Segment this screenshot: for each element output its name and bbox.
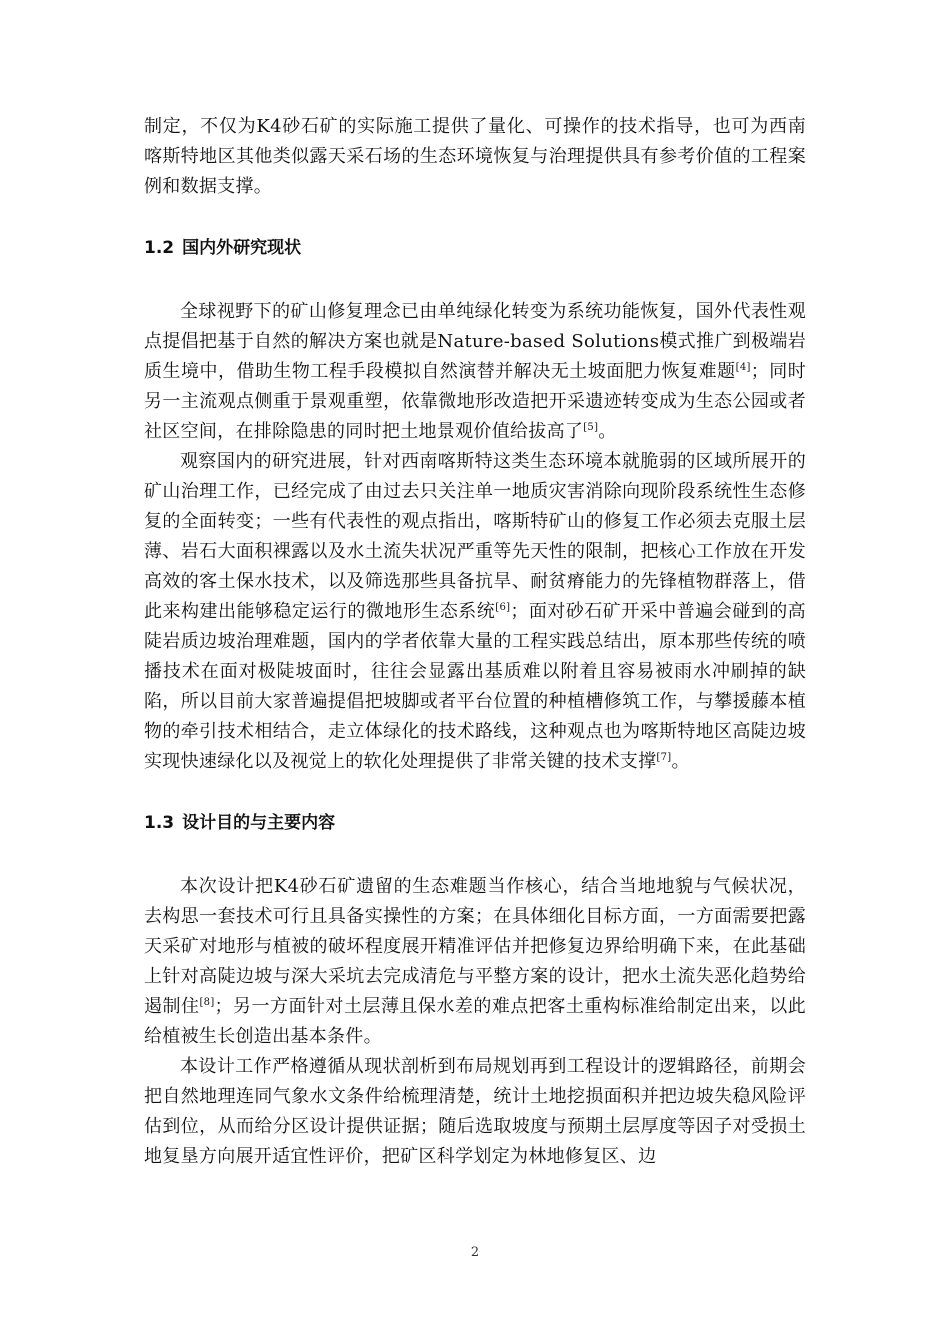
paragraph-text: 本次设计把K4砂石矿遗留的生态难题当作核心，结合当地地貌与气候状况，去构思一套技术可行且具备实操性的方案；在具体细化目标方面，一方面需要把露天采矿对地形与植被的破坏程度展开精准评估并把修复边界给明确下来，在此基础上针对高陡边坡与深大采坑去完成清危与平整方案的设计，把水土流失恶化趋势给遏制住: [144, 876, 806, 1017]
citation: [7]: [656, 752, 672, 763]
paragraph-text: 全球视野下的矿山修复理念已由单纯绿化转变为系统功能恢复，国外代表性观点提倡把基于自然的解决方案也就是Nature-based Solutions模式推广到极端岩质生境中，借助生物工程手段模拟自然演替并解决无土坡面肥力恢复难题: [144, 301, 806, 382]
section-heading-1-2: [144, 236, 806, 260]
citation: [8]: [199, 997, 215, 1008]
citation: [4]: [735, 362, 751, 373]
paragraph-text: 观察国内的研究进展，针对西南喀斯特这类生态环境本就脆弱的区域所展开的矿山治理工作，已经完成了由过去只关注单一地质灾害消除向现阶段系统性生态修复的全面转变；一些有代表性的观点指出，喀斯特矿山的修复工作必须去克服土层薄、岩石大面积裸露以及水土流失状况严重等先天性的限制，把核心工作放在开发高效的客土保水技术，以及筛选那些具备抗旱、耐贫瘠能力的先锋植物群落上，借此来构建出能够稳定运行的微地形生态系统: [144, 451, 806, 622]
section-1-2-paragraph-1: [144, 297, 806, 447]
citation: [5]: [583, 422, 599, 433]
section-1-3-paragraph-1: [144, 872, 806, 1052]
section-title: 国内外研究现状: [182, 238, 302, 258]
paragraph-text: ；同时另一主流观点侧重于景观重塑，依靠微地形改造把开采遗迹转变成为生态公园或者社区空间，在排除隐患的同时把土地景观价值给拔高了: [144, 361, 806, 442]
section-heading-1-3: [144, 811, 806, 835]
paragraph-text: ；面对砂石矿开采中普遍会碰到的高陡岩质边坡治理难题，国内的学者依靠大量的工程实践总结出，原本那些传统的喷播技术在面对极陡坡面时，往往会显露出基质难以附着且容易被雨水冲刷掉的缺陷，所以目前大家普遍提倡把坡脚或者平台位置的种植槽修筑工作，与攀援藤本植物的牵引技术相结合，走立体绿化的技术路线，这种观点也为喀斯特地区高陡边坡实现快速绿化以及视觉上的软化处理提供了非常关键的技术支撑: [144, 601, 806, 772]
section-title: 设计目的与主要内容: [182, 813, 336, 833]
paragraph-text: 。: [671, 751, 690, 772]
intro-paragraph: 制定，不仅为K4砂石矿的实际施工提供了量化、可操作的技术指导，也可为西南喀斯特地区其他类似露天采石场的生态环境恢复与治理提供具有参考价值的工程案例和数据支撑。: [144, 116, 806, 197]
section-number: 1.2: [144, 238, 175, 258]
section-number: 1.3: [144, 813, 175, 833]
paragraph-text: 。: [598, 421, 617, 442]
citation: [6]: [495, 602, 511, 613]
paragraph-text: ；另一方面针对土层薄且保水差的难点把客土重构标准给制定出来，以此给植被生长创造出基本条件。: [144, 996, 806, 1047]
section-1-3-paragraph-2: 本设计工作严格遵循从现状剖析到布局规划再到工程设计的逻辑路径，前期会把自然地理连同气象水文条件给梳理清楚，统计土地挖损面积并把边坡失稳风险评估到位，从而给分区设计提供证据；随后选取坡度与预期土层厚度等因子对受损土地复垦方向展开适宜性评价，把矿区科学划定为林地修复区、边: [144, 1056, 806, 1167]
section-1-2-paragraph-2: [144, 447, 806, 777]
page-number: 2: [470, 1245, 480, 1260]
document-body: [144, 112, 806, 1172]
